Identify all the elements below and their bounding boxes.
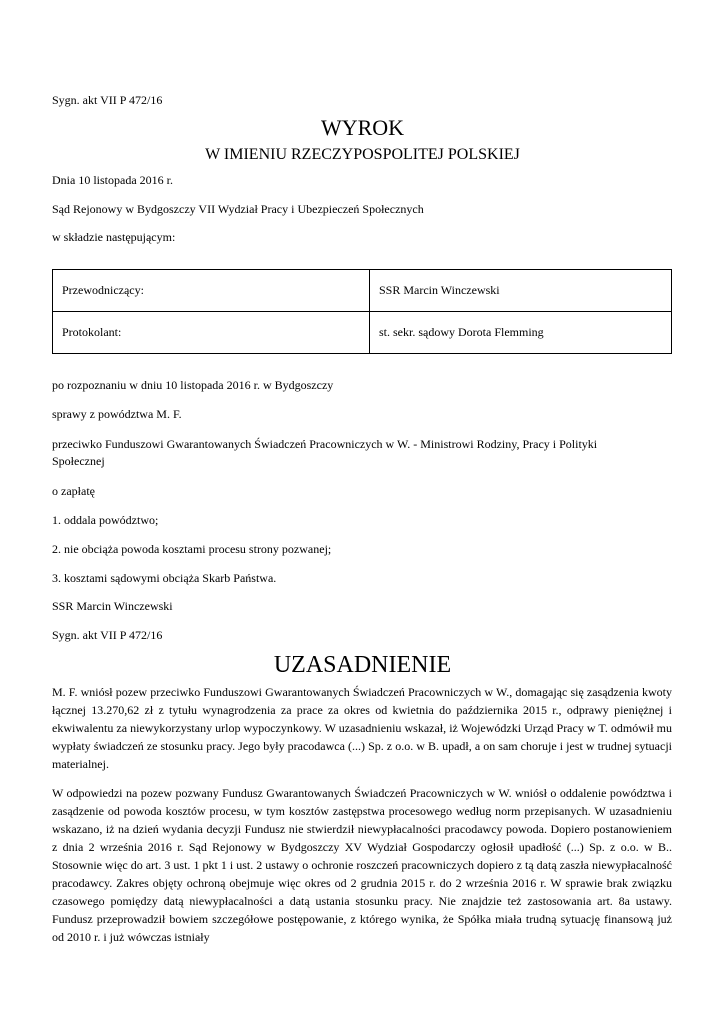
judgment-subtitle: W IMIENIU RZECZYPOSPOLITEJ POLSKIEJ [205,146,520,163]
case-number-top: Sygn. akt VII P 472/16 [52,93,163,107]
case-line: sprawy z powództwa M. F. [52,407,182,421]
verdict-item: 2. nie obciąża powoda kosztami procesu strony pozwanej; [52,542,332,556]
court-name: Sąd Rejonowy w Bydgoszczy VII Wydział Pracy i Ubezpieczeń Społecznych [52,202,424,216]
judgment-date: Dnia 10 listopada 2016 r. [52,173,173,187]
judgment-title: WYROK [320,115,405,140]
hearing-line: po rozpoznaniu w dniu 10 listopada 2016 r. w Bydgoszczy [52,378,334,392]
justification-paragraph: M. F. wniósł pozew przeciwko Funduszowi Gwarantowanych Świadczeń Pracowniczych w W., domagając się zasądzenia kwoty łącznej 13.270,62 zł z tytułu wynagrodzenia za prace za okres od kwietnia do października 2015 r., odprawy pieniężnej i ekwiwalentu za niewykorzystany urlop wypoczynkowy. W uzasadnieniu wskazał, iż Wojewódzki Urząd Pracy w T. odmówił mu wypłaty świadczeń ze stosunku pracy. Jego były pracodawca (...) Sp. z o.o. w B. upadł, a on sam choruje i jest w trudnej sytuacji materialnej. [52,685,672,771]
table-row [53,270,672,312]
table-row [53,312,672,354]
subject-line: o zapłatę [52,484,95,498]
justification-title: UZASADNIENIE [273,652,452,678]
composition-intro: w składzie następującym: [52,230,176,244]
justification-paragraph: W odpowiedzi na pozew pozwany Fundusz Gwarantowanych Świadczeń Pracowniczych w W. wniósł o oddalenie powództwa i zasądzenie od powoda kosztów procesu, w tym kosztów zastępstwa procesowego według norm przepisanych. W uzasadnieniu wskazano, iż na dzień wydania decyzji Fundusz nie stwierdził niewypłacalności pracodawcy powoda. Dopiero postanowieniem z dnia 2 września 2016 r. Sąd Rejonowy w Bydgoszczy XV Wydział Gospodarczy ogłosił upadłość (...) Sp. z o.o. w B.. Stosownie więc do art. 3 ust. 1 pkt 1 i ust. 2 ustawy o ochronie roszczeń pracowniczych dopiero z tą datą zaszła niewypłacalność pracodawcy. Zakres objęty ochroną obejmuje więc okres od 2 grudnia 2015 r. do 2 września 2016 r. W sprawie brak związku czasowego pomiędzy datą niewypłacalności a datą ustania stosunku pracy. Nie znajdzie też zastosowania art. 8a ustawy. Fundusz przeprowadził bowiem szczegółowe postępowanie, z którego wynika, że Spółka miała trudną sytuację finansową już od 2010 r. i już wówczas istniały [52,786,672,944]
against-line-1: przeciwko Funduszowi Gwarantowanych Świadczeń Pracowniczych w W. - Ministrowi Rodziny, Pracy i Polityki [52,437,598,451]
signature: SSR Marcin Winczewski [52,599,173,613]
verdict-item: 3. kosztami sądowymi obciąża Skarb Państwa. [52,571,277,585]
verdict-item: 1. oddala powództwo; [52,513,159,527]
case-number-justification: Sygn. akt VII P 472/16 [52,628,163,642]
against-line-2: Społecznej [52,454,105,468]
person-cell: st. sekr. sądowy Dorota Flemming [370,312,672,354]
role-cell: Protokolant: [53,312,370,354]
composition-table [52,269,672,354]
person-cell: SSR Marcin Winczewski [370,270,672,312]
role-cell: Przewodniczący: [53,270,370,312]
